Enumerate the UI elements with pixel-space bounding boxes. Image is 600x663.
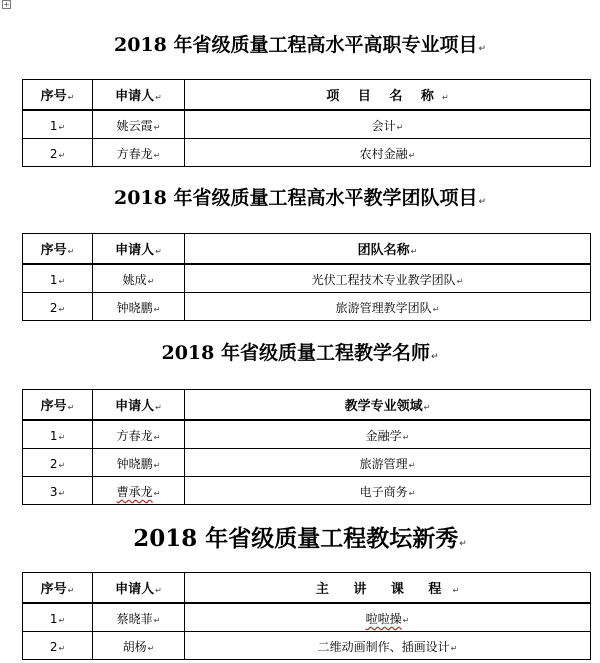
table-cell: 旅游管理↵	[185, 449, 591, 477]
column-header: 序号↵	[23, 234, 93, 265]
table-cell: 2↵	[23, 632, 93, 660]
column-header: 申请人↵	[93, 573, 185, 604]
table-row	[23, 420, 591, 449]
table-cell: 农村金融↵	[185, 139, 591, 167]
column-header: 序号↵	[23, 80, 93, 111]
new-teachers-table	[22, 572, 591, 660]
table-cell: 姚成↵	[93, 264, 185, 293]
table-row	[23, 293, 591, 321]
table-header-row	[23, 390, 591, 421]
table-row	[23, 449, 591, 477]
table-cell: 旅游管理教学团队↵	[185, 293, 591, 321]
table-move-handle-icon[interactable]: +	[3, 0, 10, 9]
table-row	[23, 264, 591, 293]
table-cell: 钟晓鹏↵	[93, 293, 185, 321]
section-title: 2018 年省级质量工程教学名师↵	[161, 342, 439, 364]
table-cell: 光伏工程技术专业教学团队↵	[185, 264, 591, 293]
teachers-table	[22, 389, 591, 505]
table-cell: 3↵	[23, 477, 93, 505]
table-cell: 二维动画制作、插画设计↵	[185, 632, 591, 660]
table-row	[23, 632, 591, 660]
projects-table	[22, 79, 591, 167]
column-header: 申请人↵	[93, 234, 185, 265]
table-cell: 电子商务↵	[185, 477, 591, 505]
table-cell: 1↵	[23, 420, 93, 449]
table-cell: 曹承龙↵	[93, 477, 185, 505]
column-header: 主 讲 课 程↵	[185, 573, 591, 604]
table-header-row	[23, 234, 591, 265]
table-cell: 2↵	[23, 449, 93, 477]
column-header: 申请人↵	[93, 80, 185, 111]
table-cell: 蔡晓菲↵	[93, 603, 185, 632]
section-title: 2018 年省级质量工程高水平高职专业项目↵	[113, 34, 487, 56]
table-row	[23, 477, 591, 505]
section-title: 2018 年省级质量工程教坛新秀↵	[133, 525, 467, 552]
column-header: 教学专业领域↵	[185, 390, 591, 421]
table-cell: 2↵	[23, 293, 93, 321]
column-header: 项 目 名 称↵	[185, 80, 591, 111]
table-header-row	[23, 573, 591, 604]
table-row	[23, 110, 591, 139]
table-cell: 方春龙↵	[93, 420, 185, 449]
table-header-row	[23, 80, 591, 111]
table-row	[23, 139, 591, 167]
column-header: 团队名称↵	[185, 234, 591, 265]
column-header: 序号↵	[23, 573, 93, 604]
section-title: 2018 年省级质量工程高水平教学团队项目↵	[113, 187, 487, 209]
table-row	[23, 603, 591, 632]
table-cell: 2↵	[23, 139, 93, 167]
teams-table	[22, 233, 591, 321]
table-cell: 啦啦操↵	[185, 603, 591, 632]
table-cell: 1↵	[23, 603, 93, 632]
table-cell: 方春龙↵	[93, 139, 185, 167]
table-cell: 姚云霞↵	[93, 110, 185, 139]
table-cell: 会计↵	[185, 110, 591, 139]
column-header: 序号↵	[23, 390, 93, 421]
table-cell: 金融学↵	[185, 420, 591, 449]
table-cell: 胡杨↵	[93, 632, 185, 660]
column-header: 申请人↵	[93, 390, 185, 421]
table-cell: 1↵	[23, 110, 93, 139]
table-cell: 1↵	[23, 264, 93, 293]
table-cell: 钟晓鹏↵	[93, 449, 185, 477]
